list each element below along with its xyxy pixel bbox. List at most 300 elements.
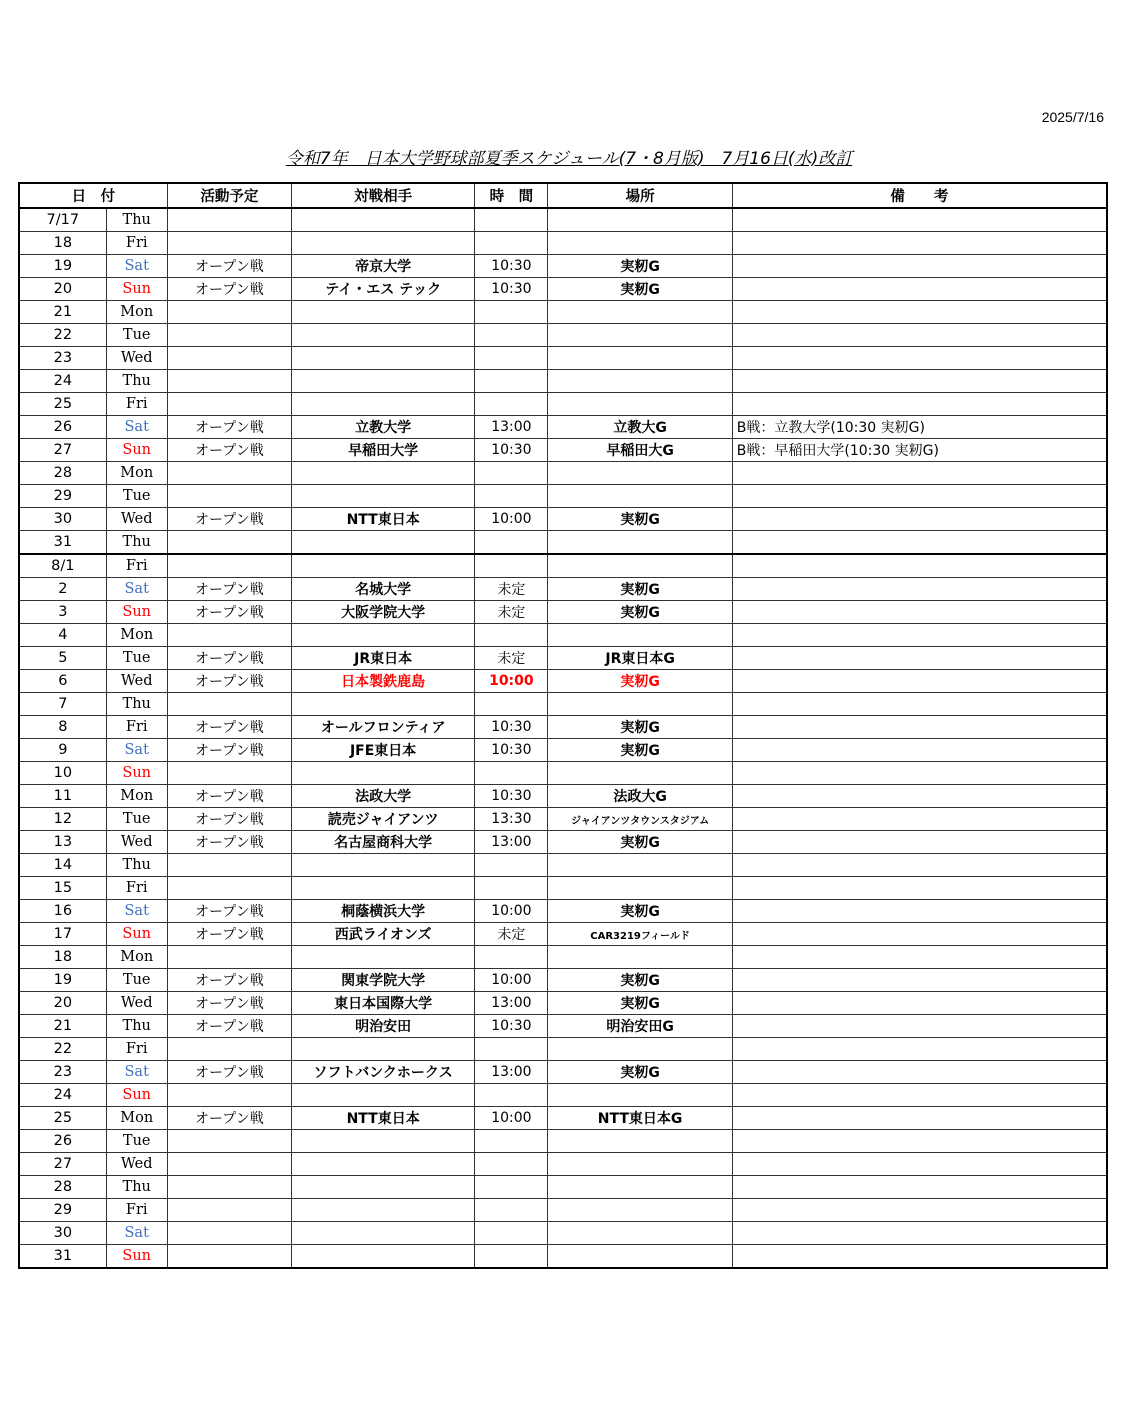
activity-cell: オープン戦 <box>167 1061 291 1084</box>
weekday-cell: Sat <box>106 900 167 923</box>
opponent-cell <box>291 462 474 485</box>
time-cell: 13:30 <box>475 808 548 831</box>
time-cell <box>475 554 548 578</box>
opponent-cell: 名城大学 <box>291 578 474 601</box>
date-cell: 19 <box>19 255 106 278</box>
opponent-cell <box>291 347 474 370</box>
activity-cell: オープン戦 <box>167 716 291 739</box>
weekday-cell: Sat <box>106 416 167 439</box>
time-cell <box>475 1176 548 1199</box>
time-cell <box>475 347 548 370</box>
opponent-cell <box>291 531 474 555</box>
table-row <box>19 232 1107 255</box>
header-place: 場所 <box>548 183 732 208</box>
table-row <box>19 278 1107 301</box>
date-cell: 20 <box>19 278 106 301</box>
place-cell: 早稲田大G <box>548 439 732 462</box>
place-cell <box>548 1153 732 1176</box>
date-cell: 22 <box>19 1038 106 1061</box>
table-row <box>19 854 1107 877</box>
activity-cell: オープン戦 <box>167 670 291 693</box>
time-cell: 13:00 <box>475 992 548 1015</box>
table-row <box>19 1245 1107 1269</box>
place-cell: NTT東日本G <box>548 1107 732 1130</box>
date-cell: 10 <box>19 762 106 785</box>
opponent-cell: 早稲田大学 <box>291 439 474 462</box>
activity-cell <box>167 877 291 900</box>
place-cell: 実籾G <box>548 670 732 693</box>
table-row <box>19 601 1107 624</box>
date-cell: 17 <box>19 923 106 946</box>
activity-cell <box>167 208 291 232</box>
place-cell: 実籾G <box>548 831 732 854</box>
table-row <box>19 923 1107 946</box>
notes-cell <box>732 462 1107 485</box>
notes-cell <box>732 485 1107 508</box>
table-row <box>19 739 1107 762</box>
date-cell: 28 <box>19 1176 106 1199</box>
weekday-cell: Mon <box>106 301 167 324</box>
weekday-cell: Sun <box>106 601 167 624</box>
time-cell <box>475 324 548 347</box>
place-cell: 実籾G <box>548 992 732 1015</box>
notes-cell <box>732 370 1107 393</box>
time-cell: 未定 <box>475 578 548 601</box>
weekday-cell: Sat <box>106 255 167 278</box>
weekday-cell: Sun <box>106 923 167 946</box>
time-cell <box>475 1245 548 1269</box>
table-row <box>19 992 1107 1015</box>
weekday-cell: Sat <box>106 739 167 762</box>
notes-cell <box>732 624 1107 647</box>
notes-cell <box>732 808 1107 831</box>
activity-cell <box>167 693 291 716</box>
opponent-cell <box>291 554 474 578</box>
activity-cell: オープン戦 <box>167 969 291 992</box>
opponent-cell <box>291 1130 474 1153</box>
opponent-cell: 帝京大学 <box>291 255 474 278</box>
table-row <box>19 808 1107 831</box>
weekday-cell: Mon <box>106 624 167 647</box>
opponent-cell <box>291 485 474 508</box>
notes-cell <box>732 992 1107 1015</box>
time-cell: 10:00 <box>475 508 548 531</box>
weekday-cell: Thu <box>106 1176 167 1199</box>
weekday-cell: Tue <box>106 969 167 992</box>
date-cell: 25 <box>19 1107 106 1130</box>
opponent-cell <box>291 1084 474 1107</box>
table-row <box>19 877 1107 900</box>
table-row <box>19 508 1107 531</box>
activity-cell <box>167 1153 291 1176</box>
place-cell: 明治安田G <box>548 1015 732 1038</box>
activity-cell <box>167 462 291 485</box>
place-cell <box>548 370 732 393</box>
date-cell: 30 <box>19 508 106 531</box>
place-cell <box>548 1222 732 1245</box>
table-row <box>19 670 1107 693</box>
place-cell <box>548 624 732 647</box>
place-cell: 法政大G <box>548 785 732 808</box>
activity-cell <box>167 485 291 508</box>
notes-cell <box>732 232 1107 255</box>
opponent-cell: JFE東日本 <box>291 739 474 762</box>
opponent-cell: 立教大学 <box>291 416 474 439</box>
date-cell: 23 <box>19 1061 106 1084</box>
table-row <box>19 831 1107 854</box>
weekday-cell: Sat <box>106 578 167 601</box>
time-cell: 10:00 <box>475 900 548 923</box>
date-cell: 28 <box>19 462 106 485</box>
opponent-cell <box>291 1245 474 1269</box>
place-cell <box>548 485 732 508</box>
notes-cell <box>732 1153 1107 1176</box>
date-cell: 8/1 <box>19 554 106 578</box>
activity-cell <box>167 1038 291 1061</box>
opponent-cell <box>291 946 474 969</box>
notes-cell <box>732 969 1107 992</box>
notes-cell <box>732 301 1107 324</box>
table-row <box>19 946 1107 969</box>
schedule-table <box>18 182 1108 1269</box>
time-cell <box>475 624 548 647</box>
date-cell: 6 <box>19 670 106 693</box>
table-row <box>19 255 1107 278</box>
time-cell: 10:00 <box>475 670 548 693</box>
weekday-cell: Fri <box>106 1038 167 1061</box>
date-cell: 22 <box>19 324 106 347</box>
time-cell <box>475 1084 548 1107</box>
date-cell: 31 <box>19 1245 106 1269</box>
date-cell: 29 <box>19 1199 106 1222</box>
place-cell: 実籾G <box>548 508 732 531</box>
place-cell <box>548 762 732 785</box>
time-cell <box>475 1130 548 1153</box>
time-cell: 10:30 <box>475 785 548 808</box>
time-cell: 10:00 <box>475 1107 548 1130</box>
weekday-cell: Wed <box>106 1153 167 1176</box>
notes-cell <box>732 554 1107 578</box>
date-cell: 19 <box>19 969 106 992</box>
activity-cell <box>167 1245 291 1269</box>
activity-cell <box>167 531 291 555</box>
weekday-cell: Thu <box>106 208 167 232</box>
place-cell: 実籾G <box>548 1061 732 1084</box>
activity-cell <box>167 946 291 969</box>
date-cell: 30 <box>19 1222 106 1245</box>
place-cell: 実籾G <box>548 578 732 601</box>
table-row <box>19 462 1107 485</box>
time-cell <box>475 462 548 485</box>
table-row <box>19 347 1107 370</box>
table-row <box>19 1222 1107 1245</box>
place-cell <box>548 946 732 969</box>
notes-cell <box>732 1061 1107 1084</box>
date-cell: 15 <box>19 877 106 900</box>
header-row <box>19 183 1107 208</box>
date-cell: 23 <box>19 347 106 370</box>
table-row <box>19 1038 1107 1061</box>
place-cell <box>548 1245 732 1269</box>
date-cell: 4 <box>19 624 106 647</box>
opponent-cell: 明治安田 <box>291 1015 474 1038</box>
weekday-cell: Fri <box>106 877 167 900</box>
table-row <box>19 1084 1107 1107</box>
activity-cell <box>167 324 291 347</box>
weekday-cell: Wed <box>106 992 167 1015</box>
table-row <box>19 1130 1107 1153</box>
activity-cell: オープン戦 <box>167 900 291 923</box>
table-row <box>19 531 1107 555</box>
table-row <box>19 578 1107 601</box>
table-row <box>19 485 1107 508</box>
place-cell: ジャイアンツタウンスタジアム <box>548 808 732 831</box>
place-cell: JR東日本G <box>548 647 732 670</box>
date-cell: 12 <box>19 808 106 831</box>
opponent-cell: 日本製鉄鹿島 <box>291 670 474 693</box>
weekday-cell: Thu <box>106 531 167 555</box>
time-cell <box>475 1038 548 1061</box>
time-cell: 10:30 <box>475 716 548 739</box>
opponent-cell <box>291 693 474 716</box>
time-cell: 未定 <box>475 923 548 946</box>
place-cell <box>548 1199 732 1222</box>
place-cell <box>548 301 732 324</box>
place-cell <box>548 208 732 232</box>
date-cell: 26 <box>19 1130 106 1153</box>
opponent-cell: 東日本国際大学 <box>291 992 474 1015</box>
table-row <box>19 900 1107 923</box>
activity-cell <box>167 1130 291 1153</box>
activity-cell <box>167 762 291 785</box>
time-cell: 10:30 <box>475 1015 548 1038</box>
place-cell: 実籾G <box>548 716 732 739</box>
date-cell: 29 <box>19 485 106 508</box>
opponent-cell <box>291 624 474 647</box>
time-cell: 未定 <box>475 647 548 670</box>
activity-cell <box>167 1199 291 1222</box>
weekday-cell: Sat <box>106 1061 167 1084</box>
table-row <box>19 1061 1107 1084</box>
table-row <box>19 324 1107 347</box>
header-date: 日 付 <box>19 183 167 208</box>
opponent-cell <box>291 208 474 232</box>
activity-cell: オープン戦 <box>167 1107 291 1130</box>
place-cell <box>548 324 732 347</box>
time-cell <box>475 877 548 900</box>
table-row <box>19 208 1107 232</box>
opponent-cell <box>291 1199 474 1222</box>
weekday-cell: Wed <box>106 831 167 854</box>
time-cell: 10:30 <box>475 278 548 301</box>
weekday-cell: Wed <box>106 508 167 531</box>
place-cell <box>548 693 732 716</box>
header-notes: 備 考 <box>732 183 1107 208</box>
date-cell: 11 <box>19 785 106 808</box>
date-cell: 8 <box>19 716 106 739</box>
notes-cell <box>732 647 1107 670</box>
weekday-cell: Sun <box>106 1245 167 1269</box>
table-row <box>19 439 1107 462</box>
place-cell <box>548 1038 732 1061</box>
weekday-cell: Tue <box>106 647 167 670</box>
activity-cell <box>167 554 291 578</box>
activity-cell <box>167 232 291 255</box>
notes-cell <box>732 1222 1107 1245</box>
place-cell: 実籾G <box>548 278 732 301</box>
table-row <box>19 1015 1107 1038</box>
opponent-cell: NTT東日本 <box>291 1107 474 1130</box>
place-cell <box>548 854 732 877</box>
date-cell: 31 <box>19 531 106 555</box>
date-cell: 14 <box>19 854 106 877</box>
date-cell: 20 <box>19 992 106 1015</box>
header-activity: 活動予定 <box>167 183 291 208</box>
weekday-cell: Fri <box>106 554 167 578</box>
weekday-cell: Sun <box>106 278 167 301</box>
time-cell: 13:00 <box>475 831 548 854</box>
opponent-cell: NTT東日本 <box>291 508 474 531</box>
place-cell <box>548 877 732 900</box>
activity-cell: オープン戦 <box>167 439 291 462</box>
weekday-cell: Thu <box>106 1015 167 1038</box>
opponent-cell: JR東日本 <box>291 647 474 670</box>
table-row <box>19 693 1107 716</box>
weekday-cell: Sun <box>106 762 167 785</box>
time-cell <box>475 393 548 416</box>
weekday-cell: Wed <box>106 347 167 370</box>
date-cell: 24 <box>19 370 106 393</box>
time-cell <box>475 370 548 393</box>
notes-cell <box>732 1015 1107 1038</box>
opponent-cell <box>291 232 474 255</box>
notes-cell <box>732 255 1107 278</box>
revision-date: 2025/7/16 <box>1041 109 1104 125</box>
place-cell <box>548 393 732 416</box>
notes-cell <box>732 670 1107 693</box>
opponent-cell: 読売ジャイアンツ <box>291 808 474 831</box>
time-cell <box>475 946 548 969</box>
place-cell: 実籾G <box>548 601 732 624</box>
date-cell: 21 <box>19 301 106 324</box>
table-row <box>19 370 1107 393</box>
date-cell: 24 <box>19 1084 106 1107</box>
place-cell: CAR3219フィールド <box>548 923 732 946</box>
notes-cell <box>732 578 1107 601</box>
activity-cell <box>167 301 291 324</box>
table-row <box>19 762 1107 785</box>
table-row <box>19 1176 1107 1199</box>
table-row <box>19 1107 1107 1130</box>
activity-cell: オープン戦 <box>167 923 291 946</box>
table-row <box>19 624 1107 647</box>
weekday-cell: Thu <box>106 854 167 877</box>
activity-cell: オープン戦 <box>167 739 291 762</box>
table-row <box>19 716 1107 739</box>
time-cell: 未定 <box>475 601 548 624</box>
time-cell <box>475 1222 548 1245</box>
weekday-cell: Tue <box>106 808 167 831</box>
opponent-cell: 法政大学 <box>291 785 474 808</box>
weekday-cell: Wed <box>106 670 167 693</box>
notes-cell: B戦：立教大学(10:30 実籾G) <box>732 416 1107 439</box>
date-cell: 18 <box>19 232 106 255</box>
weekday-cell: Mon <box>106 1107 167 1130</box>
place-cell: 実籾G <box>548 969 732 992</box>
activity-cell: オープン戦 <box>167 508 291 531</box>
table-row <box>19 301 1107 324</box>
place-cell <box>548 531 732 555</box>
time-cell <box>475 1199 548 1222</box>
time-cell <box>475 531 548 555</box>
opponent-cell: テイ・エス テック <box>291 278 474 301</box>
date-cell: 27 <box>19 439 106 462</box>
schedule-body <box>19 208 1107 1268</box>
notes-cell <box>732 923 1107 946</box>
opponent-cell <box>291 324 474 347</box>
date-cell: 27 <box>19 1153 106 1176</box>
place-cell: 実籾G <box>548 255 732 278</box>
weekday-cell: Sat <box>106 1222 167 1245</box>
table-row <box>19 393 1107 416</box>
weekday-cell: Thu <box>106 370 167 393</box>
notes-cell <box>732 1130 1107 1153</box>
notes-cell <box>732 900 1107 923</box>
notes-cell <box>732 347 1107 370</box>
opponent-cell <box>291 1153 474 1176</box>
activity-cell: オープン戦 <box>167 278 291 301</box>
date-cell: 3 <box>19 601 106 624</box>
weekday-cell: Fri <box>106 1199 167 1222</box>
table-row <box>19 416 1107 439</box>
opponent-cell: 大阪学院大学 <box>291 601 474 624</box>
place-cell: 実籾G <box>548 900 732 923</box>
time-cell <box>475 693 548 716</box>
weekday-cell: Fri <box>106 716 167 739</box>
opponent-cell: オールフロンティア <box>291 716 474 739</box>
date-cell: 18 <box>19 946 106 969</box>
activity-cell <box>167 624 291 647</box>
notes-cell <box>732 854 1107 877</box>
notes-cell <box>732 1038 1107 1061</box>
time-cell: 10:30 <box>475 739 548 762</box>
weekday-cell: Sun <box>106 439 167 462</box>
notes-cell <box>732 208 1107 232</box>
weekday-cell: Tue <box>106 1130 167 1153</box>
weekday-cell: Mon <box>106 462 167 485</box>
notes-cell <box>732 531 1107 555</box>
place-cell <box>548 462 732 485</box>
activity-cell: オープン戦 <box>167 255 291 278</box>
page-title: 令和7年 日本大学野球部夏季スケジュール(7・8月版) 7月16日(水)改訂 <box>285 149 853 169</box>
place-cell: 実籾G <box>548 739 732 762</box>
notes-cell <box>732 508 1107 531</box>
table-row <box>19 554 1107 578</box>
notes-cell <box>732 324 1107 347</box>
time-cell: 10:30 <box>475 439 548 462</box>
notes-cell <box>732 831 1107 854</box>
activity-cell: オープン戦 <box>167 416 291 439</box>
date-cell: 5 <box>19 647 106 670</box>
notes-cell <box>732 1084 1107 1107</box>
notes-cell <box>732 601 1107 624</box>
notes-cell <box>732 1245 1107 1269</box>
activity-cell: オープン戦 <box>167 601 291 624</box>
table-row <box>19 785 1107 808</box>
place-cell <box>548 232 732 255</box>
notes-cell <box>732 762 1107 785</box>
table-row <box>19 969 1107 992</box>
